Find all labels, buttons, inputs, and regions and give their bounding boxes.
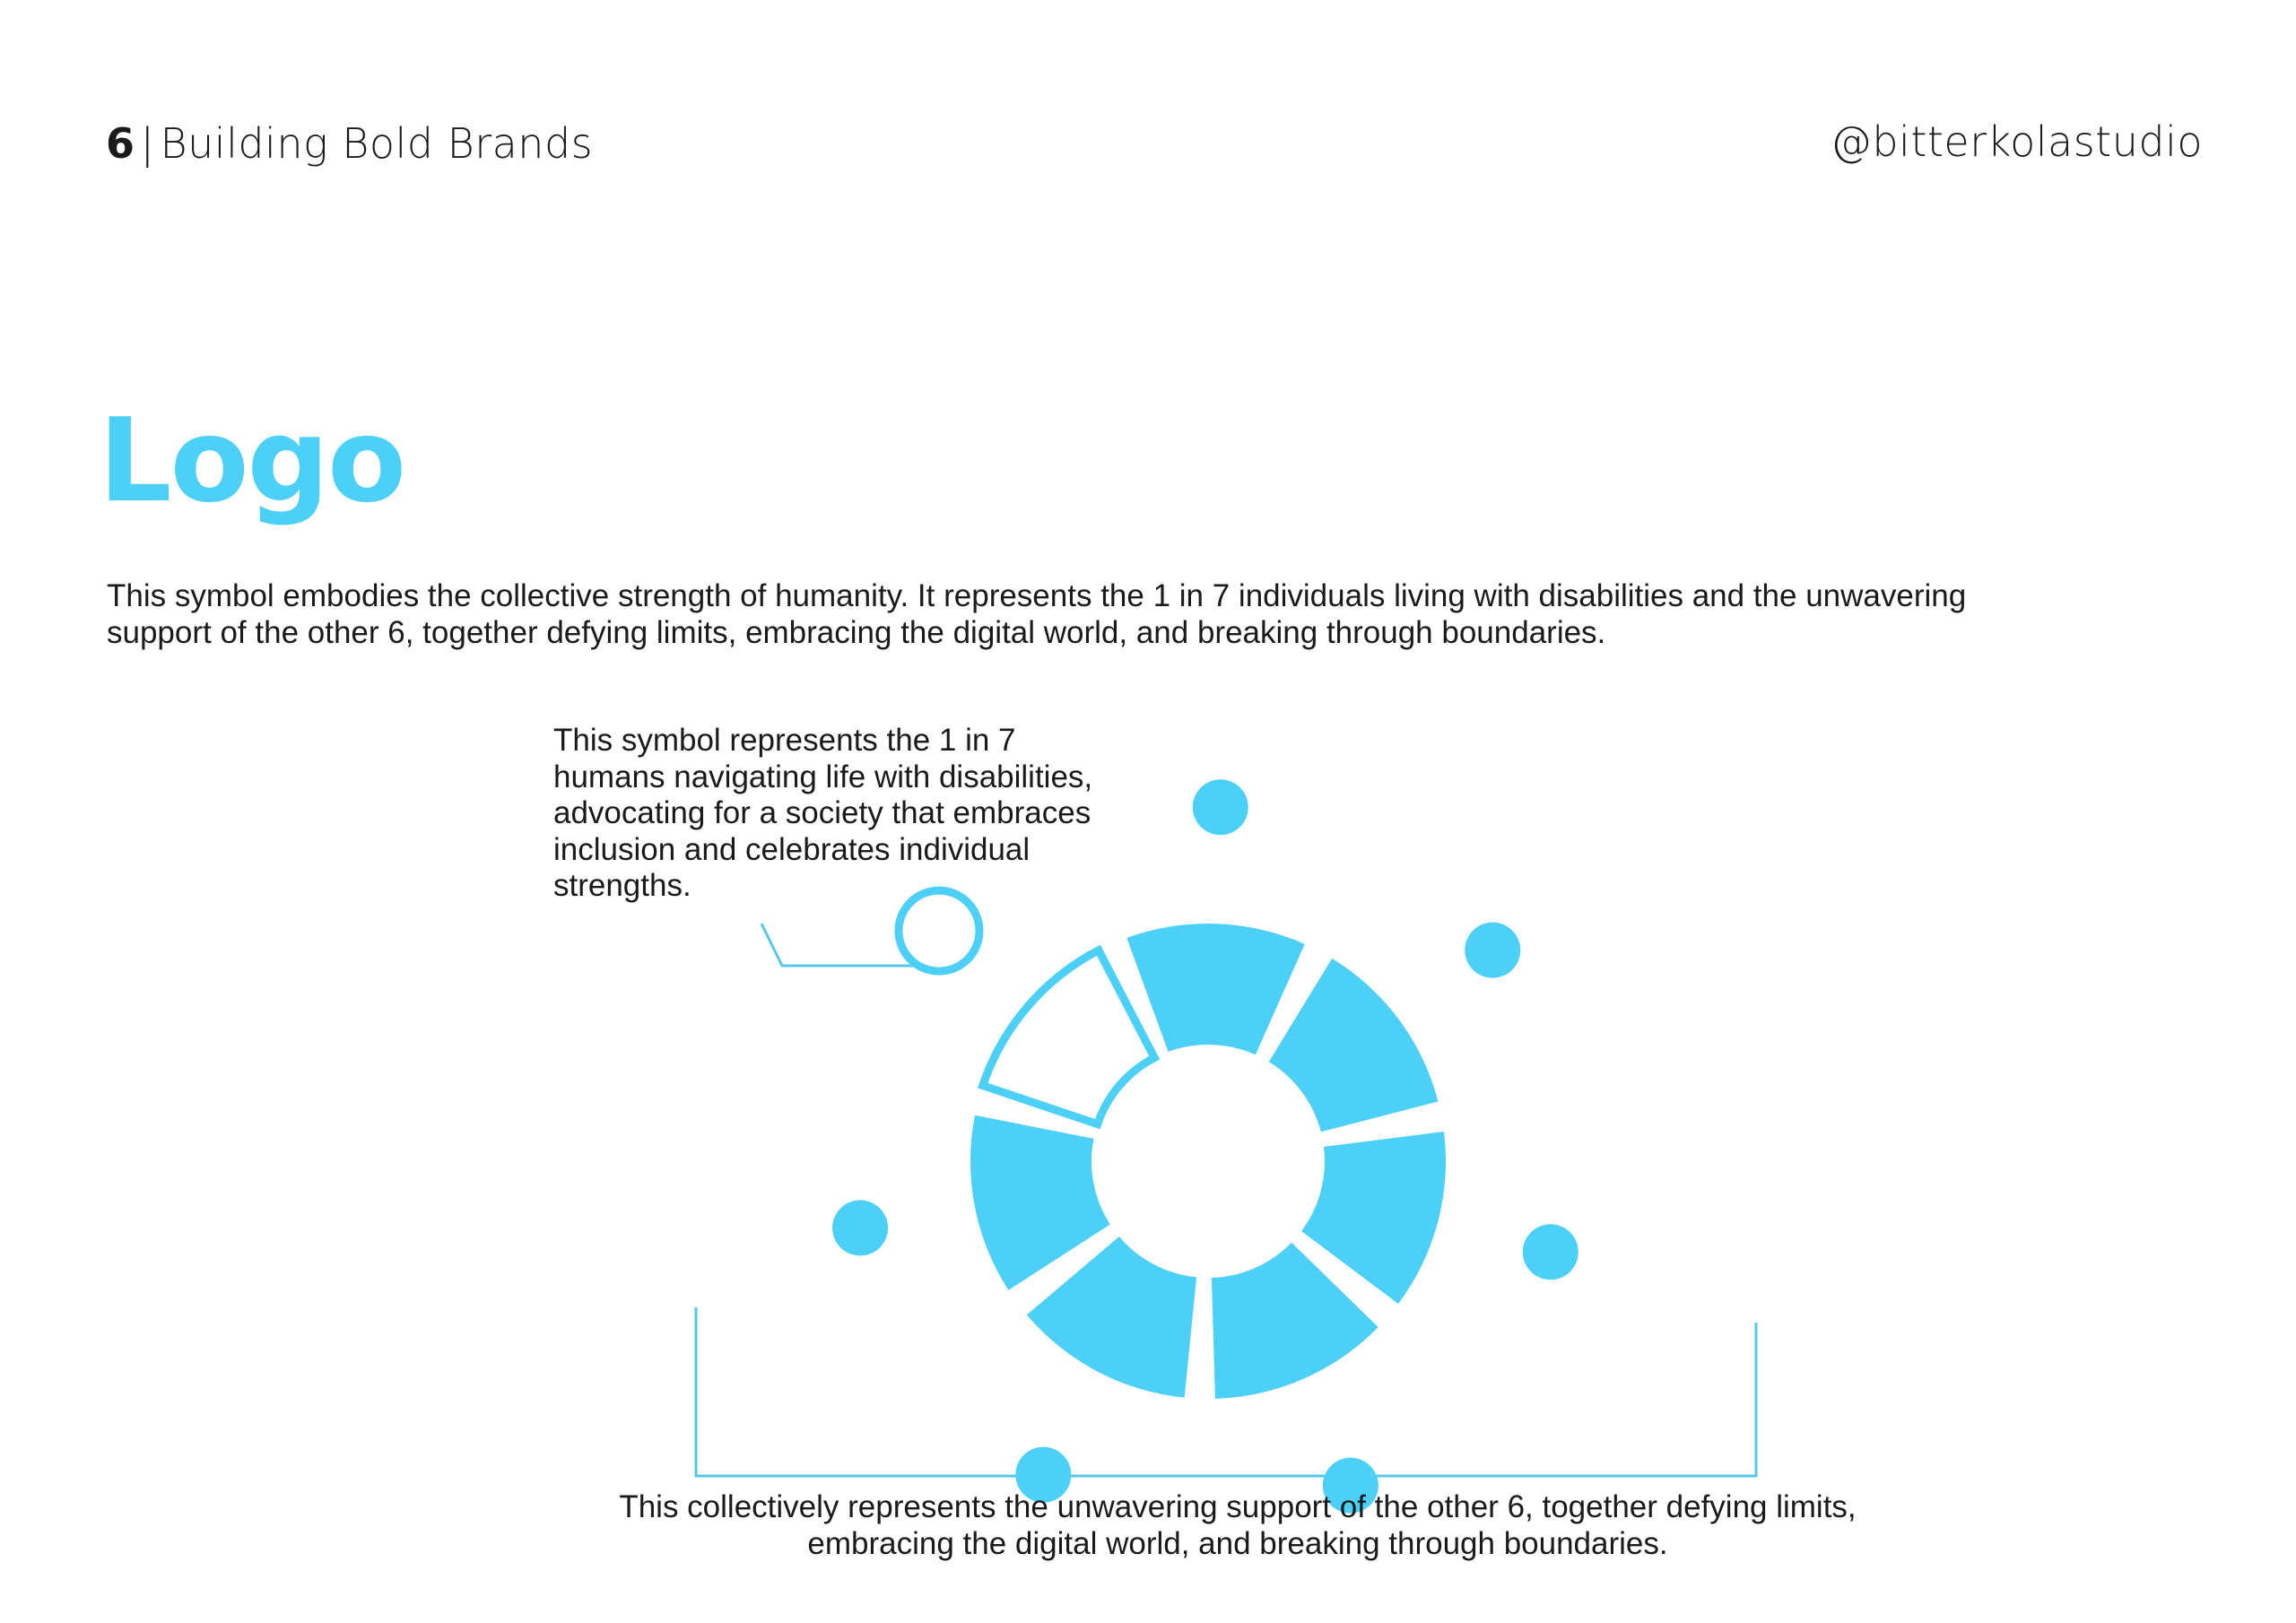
highlighted-figure-body [983, 950, 1154, 1124]
section-title: Logo [99, 395, 405, 528]
figure-head [1465, 923, 1520, 978]
figure-head [1523, 1224, 1578, 1280]
callout-one-in-seven: This symbol represents the 1 in 7 humans navigating life with disabilities, advocating for a society that embraces inclusion and celebrates individual strengths. [553, 723, 1093, 903]
studio-handle: @bitterkolastudio [1830, 117, 2203, 166]
figure-body [1126, 924, 1304, 1055]
page-number: 6 [106, 119, 135, 168]
highlighted-figure-head [899, 890, 979, 971]
figure-body [1269, 959, 1439, 1132]
intro-paragraph: This symbol embodies the collective strength of humanity. It represents the 1 in 7 individuals living with disabilities and the unwavering support of the other 6, together defying limits, embracing the digital world, and breaking through boundaries. [107, 578, 1967, 650]
document-title: Building Bold Brands [160, 119, 594, 168]
header-separator: | [140, 119, 155, 168]
figure-head [832, 1200, 888, 1255]
figure-head [1193, 779, 1248, 835]
callout-other-six: This collectively represents the unwavering support of the other 6, together defying limits, embracing the digital world, and breaking through boundaries. [619, 1489, 1857, 1561]
logo-figures [832, 779, 1578, 1513]
